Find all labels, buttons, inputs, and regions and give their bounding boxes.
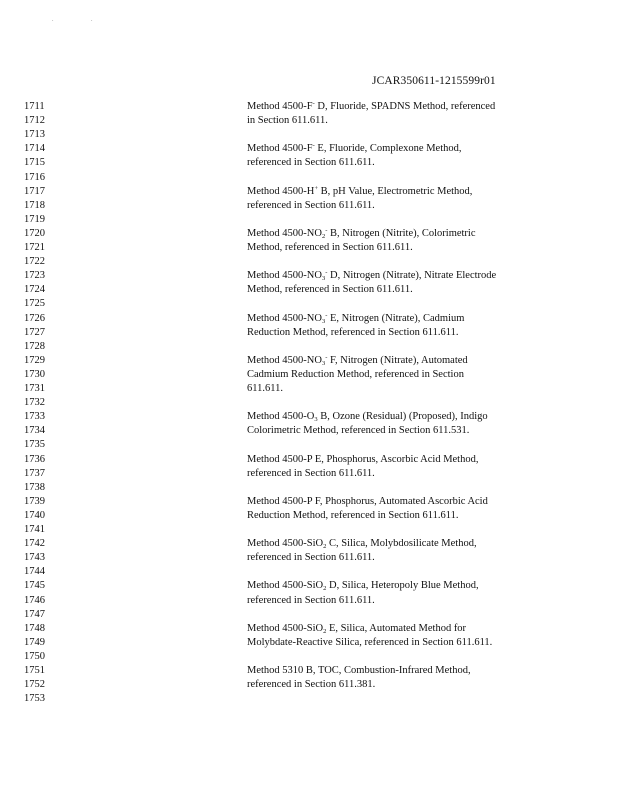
superscript: - — [325, 353, 328, 361]
text-run: Method 4500-F — [247, 101, 313, 112]
superscript: - — [325, 226, 328, 234]
document-line — [0, 438, 619, 452]
document-line — [0, 495, 619, 509]
document-line — [0, 354, 619, 368]
document-line — [0, 424, 619, 438]
text-run: D, Silica, Heteropoly Blue Method, — [326, 580, 479, 592]
document-line — [0, 114, 619, 128]
text-run: Colorimetric Method, referenced in Section 611.531. — [247, 425, 470, 437]
line-number: 1752 — [24, 679, 45, 691]
subscript: 3 — [321, 317, 326, 325]
line-text — [247, 283, 413, 297]
line-number: 1712 — [24, 115, 45, 127]
line-number: 1718 — [24, 199, 45, 211]
text-run: Method 4500-H — [247, 185, 315, 197]
line-number: 1751 — [24, 665, 45, 676]
line-number: 1719 — [24, 213, 45, 225]
corner-marks: . . — [52, 17, 111, 23]
line-number: 1723 — [24, 270, 45, 282]
text-run: Method, referenced in Section 611.611. — [247, 242, 413, 253]
document-line — [0, 326, 619, 340]
line-number: 1749 — [24, 636, 45, 648]
text-run: referenced in Section 611.611. — [247, 157, 375, 169]
line-text — [247, 579, 479, 593]
line-number: 1727 — [24, 326, 45, 338]
superscript: - — [325, 311, 328, 319]
document-line — [0, 297, 619, 311]
document-line — [0, 368, 619, 382]
document-id: JCAR350611-1215599r01 — [372, 75, 496, 87]
subscript: 3 — [314, 416, 318, 424]
document-line — [0, 156, 619, 170]
text-run: C, Silica, Molybdosilicate Method, — [326, 538, 477, 550]
document-line — [0, 410, 619, 424]
line-number: 1738 — [24, 481, 45, 493]
document-line — [0, 128, 619, 142]
document-line — [0, 142, 619, 156]
document-line — [0, 185, 619, 199]
document-line — [0, 481, 619, 495]
line-text — [247, 142, 462, 156]
document-line — [0, 269, 619, 283]
document-line — [0, 565, 619, 579]
line-number: 1741 — [24, 524, 45, 535]
document-line — [0, 551, 619, 565]
line-number: 1745 — [24, 580, 45, 592]
text-run: Method 4500-SiO — [247, 580, 324, 592]
text-run: Cadmium Reduction Method, referenced in Section — [247, 368, 464, 380]
superscript: - — [325, 269, 328, 277]
subscript: 3 — [321, 275, 326, 283]
line-number: 1740 — [24, 509, 45, 521]
superscript: + — [314, 184, 319, 192]
line-number: 1744 — [24, 566, 45, 578]
line-number: 1732 — [24, 397, 45, 409]
line-number: 1711 — [24, 101, 45, 112]
line-number: 1713 — [24, 129, 45, 141]
subscript: 2 — [321, 232, 326, 240]
text-run: Reduction Method, referenced in Section 611.611. — [247, 326, 459, 338]
line-number: 1734 — [24, 425, 45, 437]
line-text — [247, 382, 283, 396]
text-run: Method 4500-O — [247, 411, 315, 423]
line-number: 1731 — [24, 383, 45, 394]
text-run: referenced in Section 611.611. — [247, 552, 375, 564]
line-number: 1726 — [24, 312, 45, 324]
line-text — [247, 326, 459, 340]
line-text — [247, 678, 375, 692]
line-number: 1715 — [24, 157, 45, 169]
line-text — [247, 551, 375, 565]
line-number: 1721 — [24, 242, 45, 253]
line-text — [247, 509, 459, 523]
line-text — [247, 354, 468, 368]
document-line — [0, 199, 619, 213]
line-number: 1747 — [24, 608, 45, 620]
document-line — [0, 664, 619, 678]
line-number: 1736 — [24, 453, 45, 465]
document-line — [0, 608, 619, 622]
text-run: referenced in Section 611.611. — [247, 594, 375, 606]
line-text — [247, 156, 375, 170]
line-number: 1735 — [24, 439, 45, 451]
text-run: Molybdate-Reactive Silica, referenced in Section 611.611. — [247, 636, 493, 648]
document-line — [0, 227, 619, 241]
document-line — [0, 100, 619, 114]
line-text — [247, 368, 464, 382]
subscript: 2 — [323, 627, 327, 635]
text-run: Method 4500-P F, Phosphorus, Automated Ascorbic Acid — [247, 495, 488, 507]
document-line — [0, 636, 619, 650]
subscript: 3 — [321, 359, 326, 367]
text-run: E, Fluoride, Complexone Method, — [314, 143, 462, 155]
line-text — [247, 622, 466, 636]
text-run: Method, referenced in Section 611.611. — [247, 284, 413, 296]
line-number: 1739 — [24, 495, 45, 507]
line-text — [247, 594, 375, 608]
document-line — [0, 255, 619, 269]
line-number: 1729 — [24, 354, 45, 366]
line-number: 1720 — [24, 227, 45, 239]
text-run: Reduction Method, referenced in Section 611.611. — [247, 509, 459, 521]
line-text — [247, 114, 328, 128]
line-number: 1742 — [24, 538, 45, 550]
line-text — [247, 410, 488, 424]
text-run: E, Nitrogen (Nitrate), Cadmium — [327, 312, 465, 324]
line-text — [247, 537, 477, 551]
text-run: referenced in Section 611.381. — [247, 679, 376, 691]
document-line — [0, 396, 619, 410]
document-line — [0, 509, 619, 523]
line-number: 1753 — [24, 693, 45, 705]
subscript: 2 — [323, 585, 327, 593]
line-text — [247, 467, 375, 481]
line-number: 1728 — [24, 340, 45, 352]
line-number: 1730 — [24, 368, 45, 380]
text-run: Method 4500-NO — [247, 227, 322, 239]
document-line — [0, 537, 619, 551]
text-run: Method 4500-NO — [247, 312, 322, 324]
text-run: Method 4500-NO — [247, 270, 322, 282]
text-run: E, Silica, Automated Method for — [326, 622, 467, 634]
line-text — [247, 636, 492, 650]
text-run: referenced in Section 611.611. — [247, 467, 375, 479]
line-number: 1733 — [24, 411, 45, 423]
text-run: 611.611. — [247, 383, 283, 394]
line-text — [247, 312, 464, 326]
line-text — [247, 453, 478, 467]
document-line — [0, 594, 619, 608]
document-line — [0, 171, 619, 185]
line-number: 1737 — [24, 467, 45, 479]
line-number: 1722 — [24, 256, 45, 268]
text-run: D, Nitrogen (Nitrate), Nitrate Electrode — [327, 270, 497, 282]
line-text — [247, 424, 469, 438]
document-line — [0, 523, 619, 537]
line-text — [247, 100, 495, 114]
line-number: 1743 — [24, 552, 45, 564]
line-number: 1717 — [24, 185, 45, 197]
document-line — [0, 312, 619, 326]
line-number: 1714 — [24, 143, 45, 155]
line-number: 1750 — [24, 650, 45, 662]
line-text — [247, 495, 488, 509]
document-line — [0, 622, 619, 636]
text-run: B, Ozone (Residual) (Proposed), Indigo — [317, 411, 488, 423]
text-run: in Section 611.611. — [247, 115, 328, 127]
line-number: 1748 — [24, 622, 45, 634]
line-text — [247, 664, 471, 678]
text-run: F, Nitrogen (Nitrate), Automated — [327, 354, 468, 366]
document-line — [0, 382, 619, 396]
subscript: 2 — [323, 543, 327, 551]
text-run: B, Nitrogen (Nitrite), Colorimetric — [327, 227, 476, 239]
document-line — [0, 241, 619, 255]
superscript: - — [312, 142, 315, 150]
line-text — [247, 241, 413, 255]
line-number: 1746 — [24, 594, 45, 606]
text-run: Method 5310 B, TOC, Combustion-Infrared Method, — [247, 665, 471, 676]
superscript: - — [312, 100, 315, 107]
text-run: Method 4500-P E, Phosphorus, Ascorbic Acid Method, — [247, 453, 479, 465]
text-run: B, pH Value, Electrometric Method, — [318, 185, 473, 197]
document-line — [0, 213, 619, 227]
document-line — [0, 650, 619, 664]
line-text — [247, 269, 496, 283]
line-number: 1716 — [24, 171, 45, 183]
line-number: 1724 — [24, 284, 45, 296]
text-run: Method 4500-NO — [247, 354, 322, 366]
line-text — [247, 185, 472, 199]
document-line — [0, 579, 619, 593]
line-number: 1725 — [24, 298, 45, 310]
document-line — [0, 453, 619, 467]
document-line — [0, 678, 619, 692]
document-line — [0, 467, 619, 481]
text-run: D, Fluoride, SPADNS Method, referenced — [314, 101, 496, 112]
document-line — [0, 283, 619, 297]
text-run: referenced in Section 611.611. — [247, 199, 375, 211]
text-run: Method 4500-SiO — [247, 538, 324, 550]
document-line — [0, 340, 619, 354]
line-text — [247, 199, 375, 213]
text-run: Method 4500-SiO — [247, 622, 324, 634]
document-line — [0, 692, 619, 706]
line-text — [247, 227, 476, 241]
text-run: Method 4500-F — [247, 143, 313, 155]
